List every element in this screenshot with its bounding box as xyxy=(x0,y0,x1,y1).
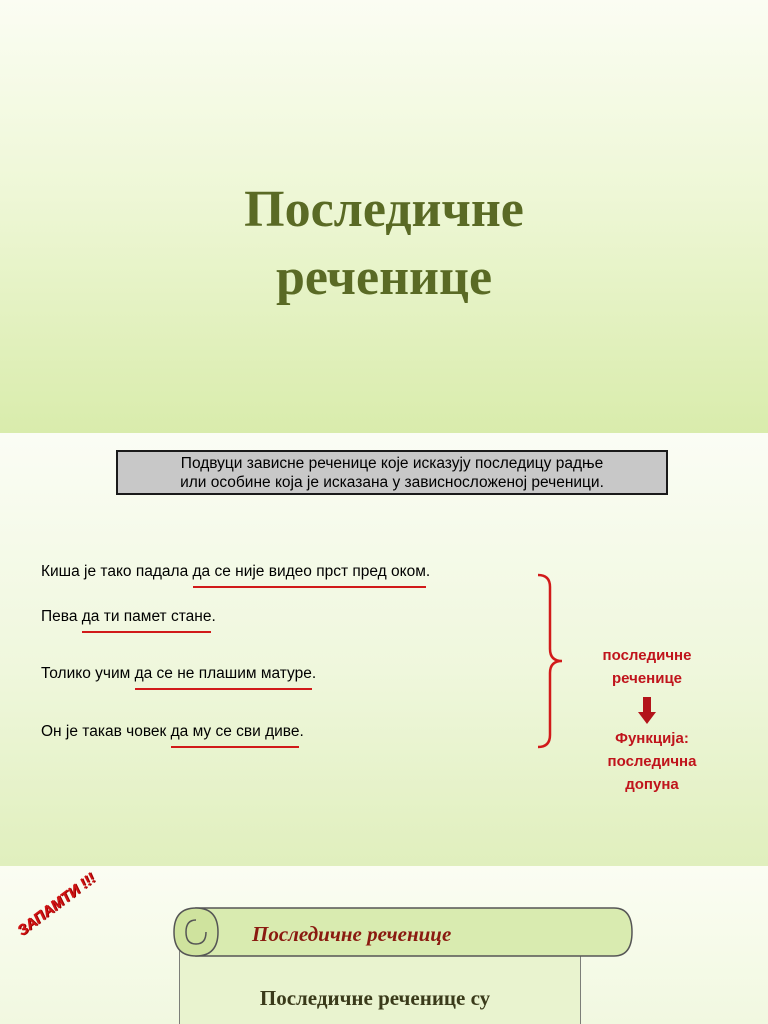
function-line-3: допуна xyxy=(625,776,679,793)
title-line-2: реченице xyxy=(275,249,493,306)
underlined-clause: да ти памет стане xyxy=(82,608,212,633)
label-line-1: последичне xyxy=(602,647,692,664)
underlined-clause: да се није видео прст пред оком xyxy=(193,563,426,588)
clause-type-label xyxy=(572,644,722,690)
example-sentence-1 xyxy=(41,563,430,588)
example-sentence-2 xyxy=(41,608,216,633)
title-slide xyxy=(0,0,768,433)
function-line-2: последична xyxy=(607,753,697,770)
instruction-line-2: или особине која је исказана у зависносложеној реченици. xyxy=(180,474,604,491)
title-line-1: Последичне xyxy=(244,181,524,238)
sentence-period: . xyxy=(311,665,317,682)
underlined-clause: да му се сви диве xyxy=(171,723,300,748)
sentence-main-clause: Киша је тако падала xyxy=(41,563,193,580)
sentence-period: . xyxy=(425,563,431,580)
scroll-heading: Последичне реченице xyxy=(252,922,452,946)
sentence-main-clause: Он је такав човек xyxy=(41,723,171,740)
remember-stamp: ЗАПАМТИ !!! xyxy=(14,869,99,940)
underlined-clause: да се не плашим матуре xyxy=(135,665,312,690)
sentence-main-clause: Пева xyxy=(41,608,82,625)
function-line-1: Функција: xyxy=(615,730,689,747)
scroll-body-text: Последичне реченице су xyxy=(259,986,491,1010)
rule-slide xyxy=(0,866,768,1024)
function-label xyxy=(572,727,732,796)
instruction-box xyxy=(116,450,668,495)
curly-brace-icon xyxy=(536,571,566,751)
example-sentence-4 xyxy=(41,723,304,748)
sentence-main-clause: Толико учим xyxy=(41,665,135,682)
slide-title xyxy=(0,176,768,312)
instruction-line-1: Подвуци зависне реченице које исказују последицу радње xyxy=(180,455,604,472)
label-line-2: реченице xyxy=(611,670,683,687)
arrow-down-icon xyxy=(638,697,656,725)
sentence-period: . xyxy=(299,723,304,740)
sentence-period: . xyxy=(211,608,216,625)
example-sentence-3 xyxy=(41,665,316,690)
exercise-slide xyxy=(0,433,768,866)
